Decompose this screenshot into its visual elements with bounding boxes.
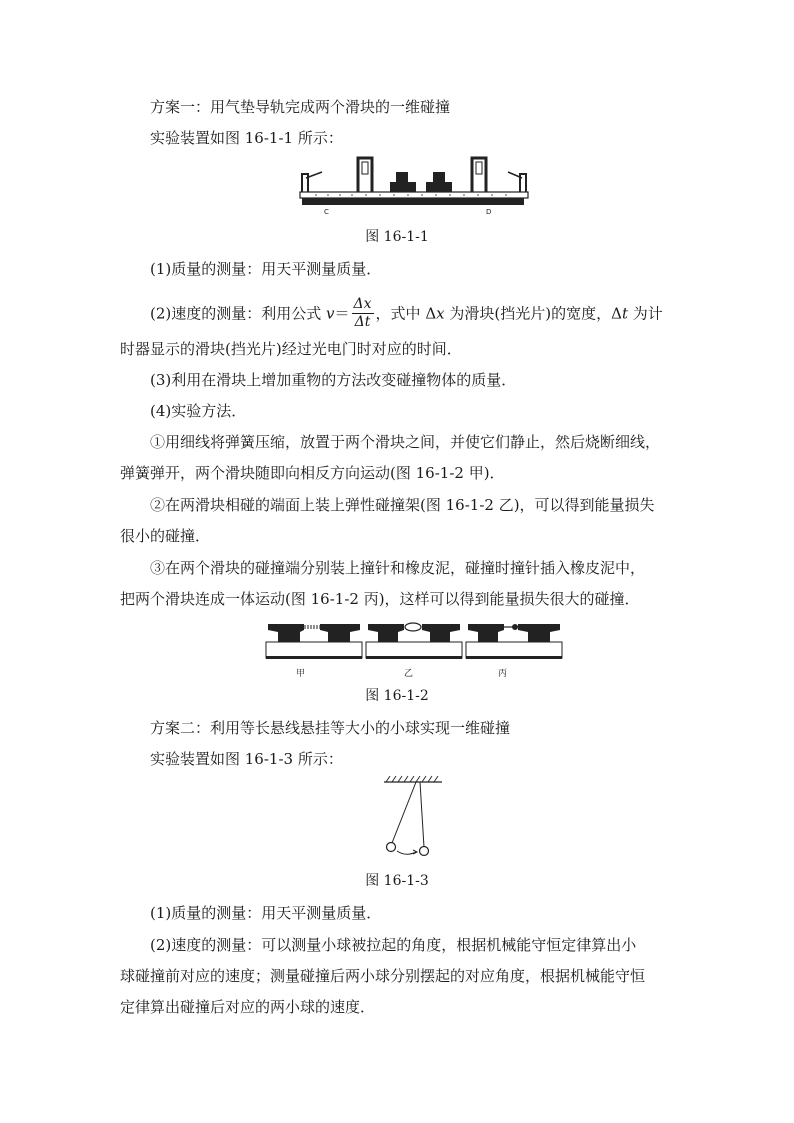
- fig2-label-bing: 丙: [498, 669, 508, 679]
- fig1-label-left: C: [324, 208, 329, 216]
- method2-line1: ②在两滑块相碰的端面上装上弹性碰撞架(图 16-1-2 乙)，可以得到能量损失: [150, 496, 655, 514]
- setup-bing: [466, 624, 562, 679]
- item2-2-line3: 定律算出碰撞后对应的两小球的速度．: [120, 998, 376, 1016]
- setup-yi: [366, 623, 462, 679]
- formula-denominator: Δt: [354, 314, 371, 330]
- item2-speed: [150, 297, 663, 332]
- item1-mass: (1)质量的测量：用天平测量质量．: [150, 260, 382, 278]
- method2-line2: 很小的碰撞．: [120, 527, 211, 545]
- scheme2-title: 方案二：利用等长悬线悬挂等大小的小球实现一维碰撞: [150, 719, 511, 737]
- item2-1-mass: (1)质量的测量：用天平测量质量．: [150, 904, 382, 922]
- formula-fraction: [352, 296, 374, 331]
- fig3-caption: 图 16-1-3: [365, 873, 429, 889]
- item2-speed-cont: 时器显示的滑块(挡光片)经过光电门时对应的时间．: [120, 340, 462, 358]
- item2-speed-mid: ，式中 Δ: [375, 304, 437, 323]
- method1-line1: ①用细线将弹簧压缩，放置于两个滑块之间，并使它们静止，然后烧断细线，: [150, 433, 661, 451]
- fig2-label-jia: 甲: [296, 669, 306, 679]
- method3-line1: ③在两个滑块的碰撞端分别装上撞针和橡皮泥，碰撞时撞针插入橡皮泥中，: [150, 559, 646, 577]
- formula-eq: ＝: [334, 304, 350, 323]
- scheme1-title: 方案一：用气垫导轨完成两个滑块的一维碰撞: [150, 98, 451, 116]
- fig2-caption: 图 16-1-2: [365, 688, 429, 704]
- item2-speed-t: t: [621, 304, 628, 323]
- method1-line2: 弹簧弹开，两个滑块随即向相反方向运动(图 16-1-2 甲)．: [120, 464, 505, 482]
- scheme2-setup: 实验装置如图 16-1-3 所示：: [150, 750, 343, 768]
- item2-speed-pre: (2)速度的测量：利用公式: [150, 304, 327, 323]
- pendulum-figure: [380, 774, 448, 860]
- item3-change-mass: (3)利用在滑块上增加重物的方法改变碰撞物体的质量．: [150, 371, 517, 389]
- scheme1-setup: 实验装置如图 16-1-1 所示：: [150, 129, 343, 147]
- formula-v: v: [326, 304, 335, 323]
- method3-line2: 把两个滑块连成一体运动(图 16-1-2 丙)，这样可以得到能量损失很大的碰撞．: [120, 590, 640, 608]
- item2-speed-post: 为计: [627, 304, 663, 323]
- setup-jia: [266, 624, 362, 679]
- item2-speed-x: x: [436, 304, 445, 323]
- collision-setups-figure: [264, 618, 564, 680]
- fig1-caption: 图 16-1-1: [365, 229, 429, 245]
- item2-2-line2: 球碰撞前对应的速度；测量碰撞后两小球分别摆起的对应角度，根据机械能守恒: [120, 967, 646, 985]
- item4-method-title: (4)实验方法．: [150, 402, 247, 420]
- item2-2-line1: (2)速度的测量：可以测量小球被拉起的角度，根据机械能守恒定律算出小: [150, 936, 637, 954]
- formula-numerator: Δx: [353, 296, 372, 312]
- fig2-label-yi: 乙: [404, 669, 414, 679]
- air-track-figure: [296, 152, 532, 218]
- item2-speed-mid2: 为滑块(挡光片)的宽度，Δ: [444, 304, 622, 323]
- fig1-label-right: D: [486, 208, 492, 216]
